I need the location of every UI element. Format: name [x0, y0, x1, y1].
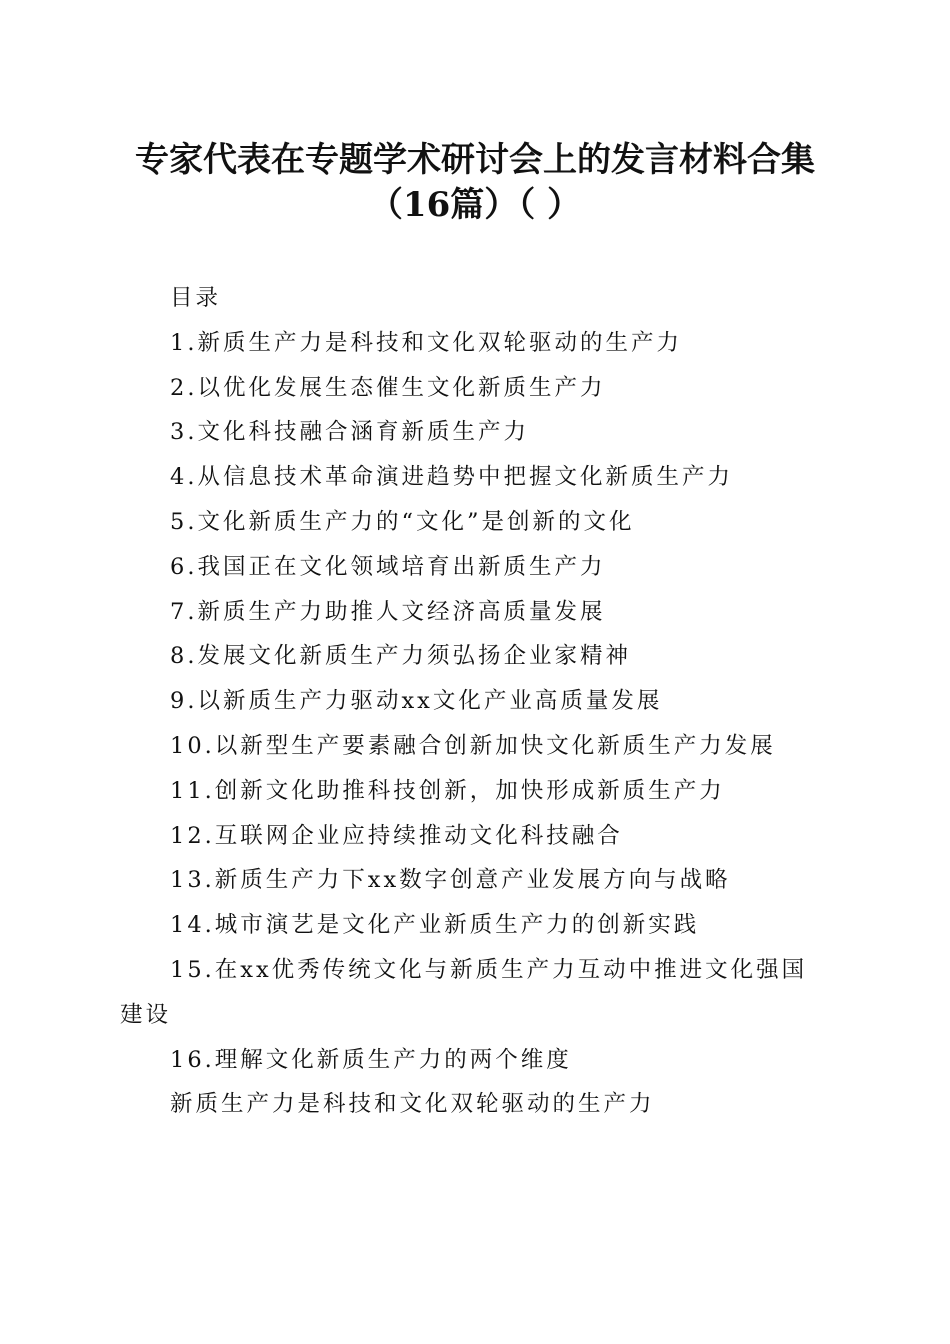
toc-item: 16.理解文化新质生产力的两个维度	[170, 1046, 572, 1073]
table-of-contents	[120, 276, 830, 1127]
toc-item: 8.发展文化新质生产力须弘扬企业家精神	[170, 643, 631, 670]
toc-item: 10.以新型生产要素融合创新加快文化新质生产力发展	[170, 732, 776, 759]
toc-heading: 目录	[170, 285, 222, 311]
section-heading: 新质生产力是科技和文化双轮驱动的生产力	[170, 1091, 655, 1118]
toc-item: 15.在xx优秀传统文化与新质生产力互动中推进文化强国建设	[120, 956, 808, 1028]
document-title: 专家代表在专题学术研讨会上的发言材料合集	[135, 140, 815, 180]
toc-item: 5.文化新质生产力的“文化”是创新的文化	[170, 508, 635, 535]
toc-item: 7.新质生产力助推人文经济高质量发展	[170, 598, 606, 625]
toc-item: 6.我国正在文化领域培育出新质生产力	[170, 553, 606, 580]
toc-item: 2.以优化发展生态催生文化新质生产力	[170, 374, 606, 401]
toc-item: 13.新质生产力下xx数字创意产业发展方向与战略	[170, 867, 731, 894]
toc-item: 9.以新质生产力驱动xx文化产业高质量发展	[170, 688, 663, 715]
toc-item: 12.互联网企业应持续推动文化科技融合	[170, 822, 623, 849]
document-title-subtitle: （16篇）（ ）	[368, 185, 582, 225]
toc-item: 4.从信息技术革命演进趋势中把握文化新质生产力	[170, 464, 733, 491]
toc-item: 11.创新文化助推科技创新，加快形成新质生产力	[170, 777, 725, 804]
toc-item: 3.文化科技融合涵育新质生产力	[170, 419, 529, 446]
toc-item: 1.新质生产力是科技和文化双轮驱动的生产力	[170, 329, 682, 356]
toc-item: 14.城市演艺是文化产业新质生产力的创新实践	[170, 912, 700, 939]
